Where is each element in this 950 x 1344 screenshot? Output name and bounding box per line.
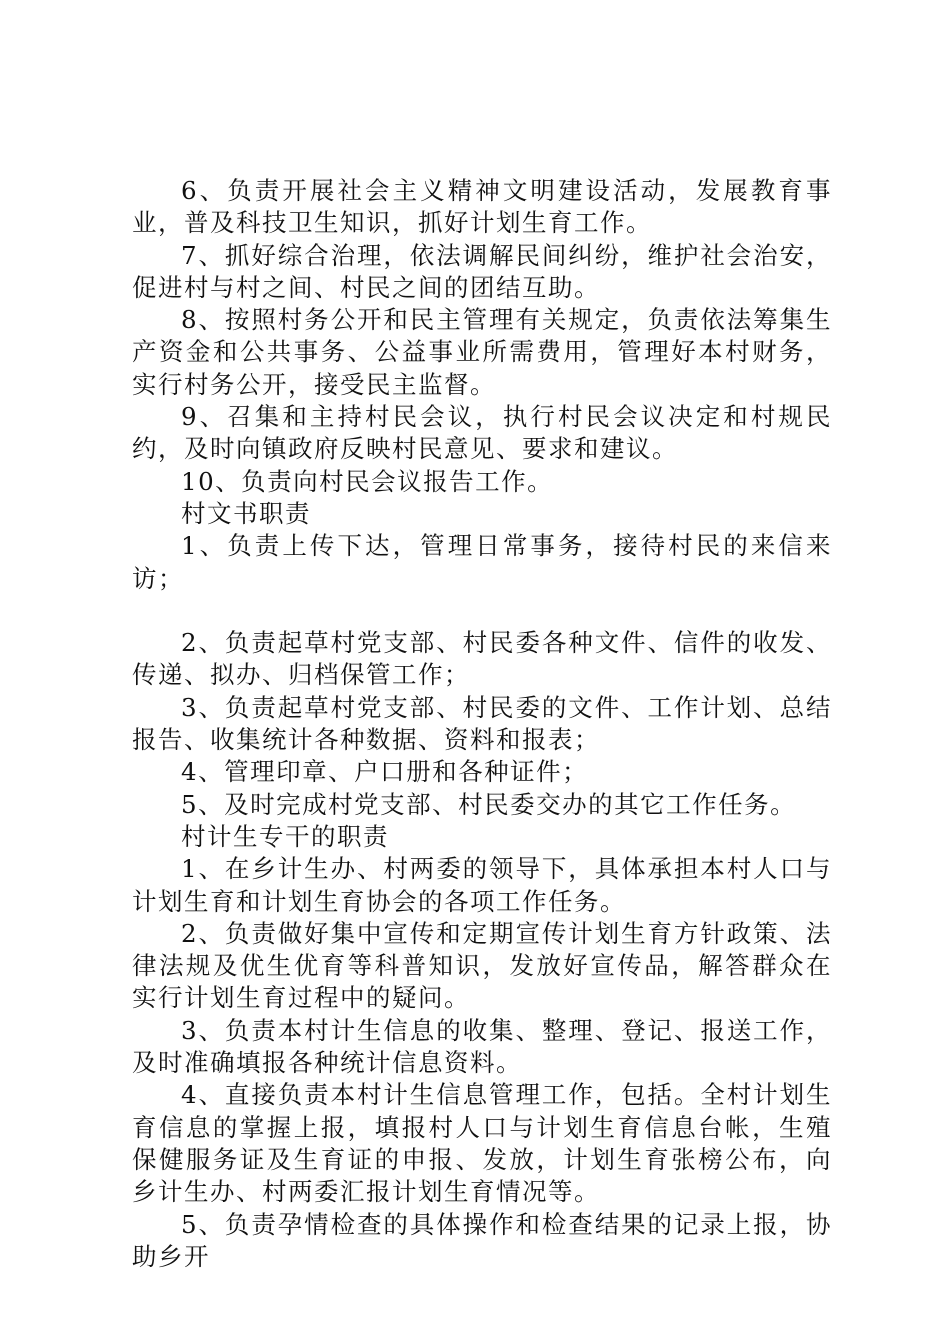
item-9-paragraph: 9、召集和主持村民会议，执行村民会议决定和村规民约，及时向镇政府反映村民意见、要求和建议。 [132, 402, 832, 464]
fp-item-5-paragraph: 5、负责孕情检查的具体操作和检查结果的记录上报，协助乡开 [132, 1209, 832, 1271]
clerk-item-3-paragraph: 3、负责起草村党支部、村民委的文件、工作计划、总结报告、收集统计各种数据、资料和报表； [132, 692, 832, 755]
blank-line [132, 595, 832, 627]
item-10-paragraph: 10、负责向村民会议报告工作。 [181, 466, 554, 496]
section-heading-family-planning: 村计生专干的职责 [181, 821, 389, 851]
clerk-item-5-paragraph: 5、及时完成村党支部、村民委交办的其它工作任务。 [181, 789, 797, 819]
fp-item-2-paragraph: 2、负责做好集中宣传和定期宣传计划生育方针政策、法律法规及优生优育等科普知识，发放好宣传品，解答群众在实行计划生育过程中的疑问。 [132, 918, 832, 1013]
fp-item-4-paragraph: 4、直接负责本村计生信息管理工作，包括。全村计划生育信息的掌握上报，填报村人口与计划生育信息台帐，生殖保健服务证及生育证的申报、发放，计划生育张榜公布，向乡计生办、村两委汇报计划生育情况等。 [132, 1080, 832, 1207]
fp-item-3-paragraph: 3、负责本村计生信息的收集、整理、登记、报送工作，及时准确填报各种统计信息资料。 [132, 1015, 832, 1078]
section-heading-clerk: 村文书职责 [181, 498, 311, 528]
fp-item-1-paragraph: 1、在乡计生办、村两委的领导下，具体承担本村人口与计划生育和计划生育协会的各项工作任务。 [132, 854, 832, 916]
document-body [132, 175, 832, 1273]
clerk-item-2-paragraph: 2、负责起草村党支部、村民委各种文件、信件的收发、传递、拟办、归档保管工作； [132, 628, 832, 690]
item-8-paragraph: 8、按照村务公开和民主管理有关规定，负责依法筹集生产资金和公共事务、公益事业所需费用，管理好本村财务，实行村务公开，接受民主监督。 [132, 305, 832, 399]
clerk-item-1-paragraph: 1、负责上传下达，管理日常事务，接待村民的来信来访； [132, 531, 832, 593]
clerk-item-4-paragraph: 4、管理印章、户口册和各种证件； [181, 757, 589, 787]
item-6-paragraph: 6、负责开展社会主义精神文明建设活动，发展教育事业，普及科技卫生知识，抓好计划生育工作。 [132, 176, 832, 238]
item-7-paragraph: 7、抓好综合治理，依法调解民间纠纷，维护社会治安，促进村与村之间、村民之间的团结互助。 [132, 240, 832, 302]
